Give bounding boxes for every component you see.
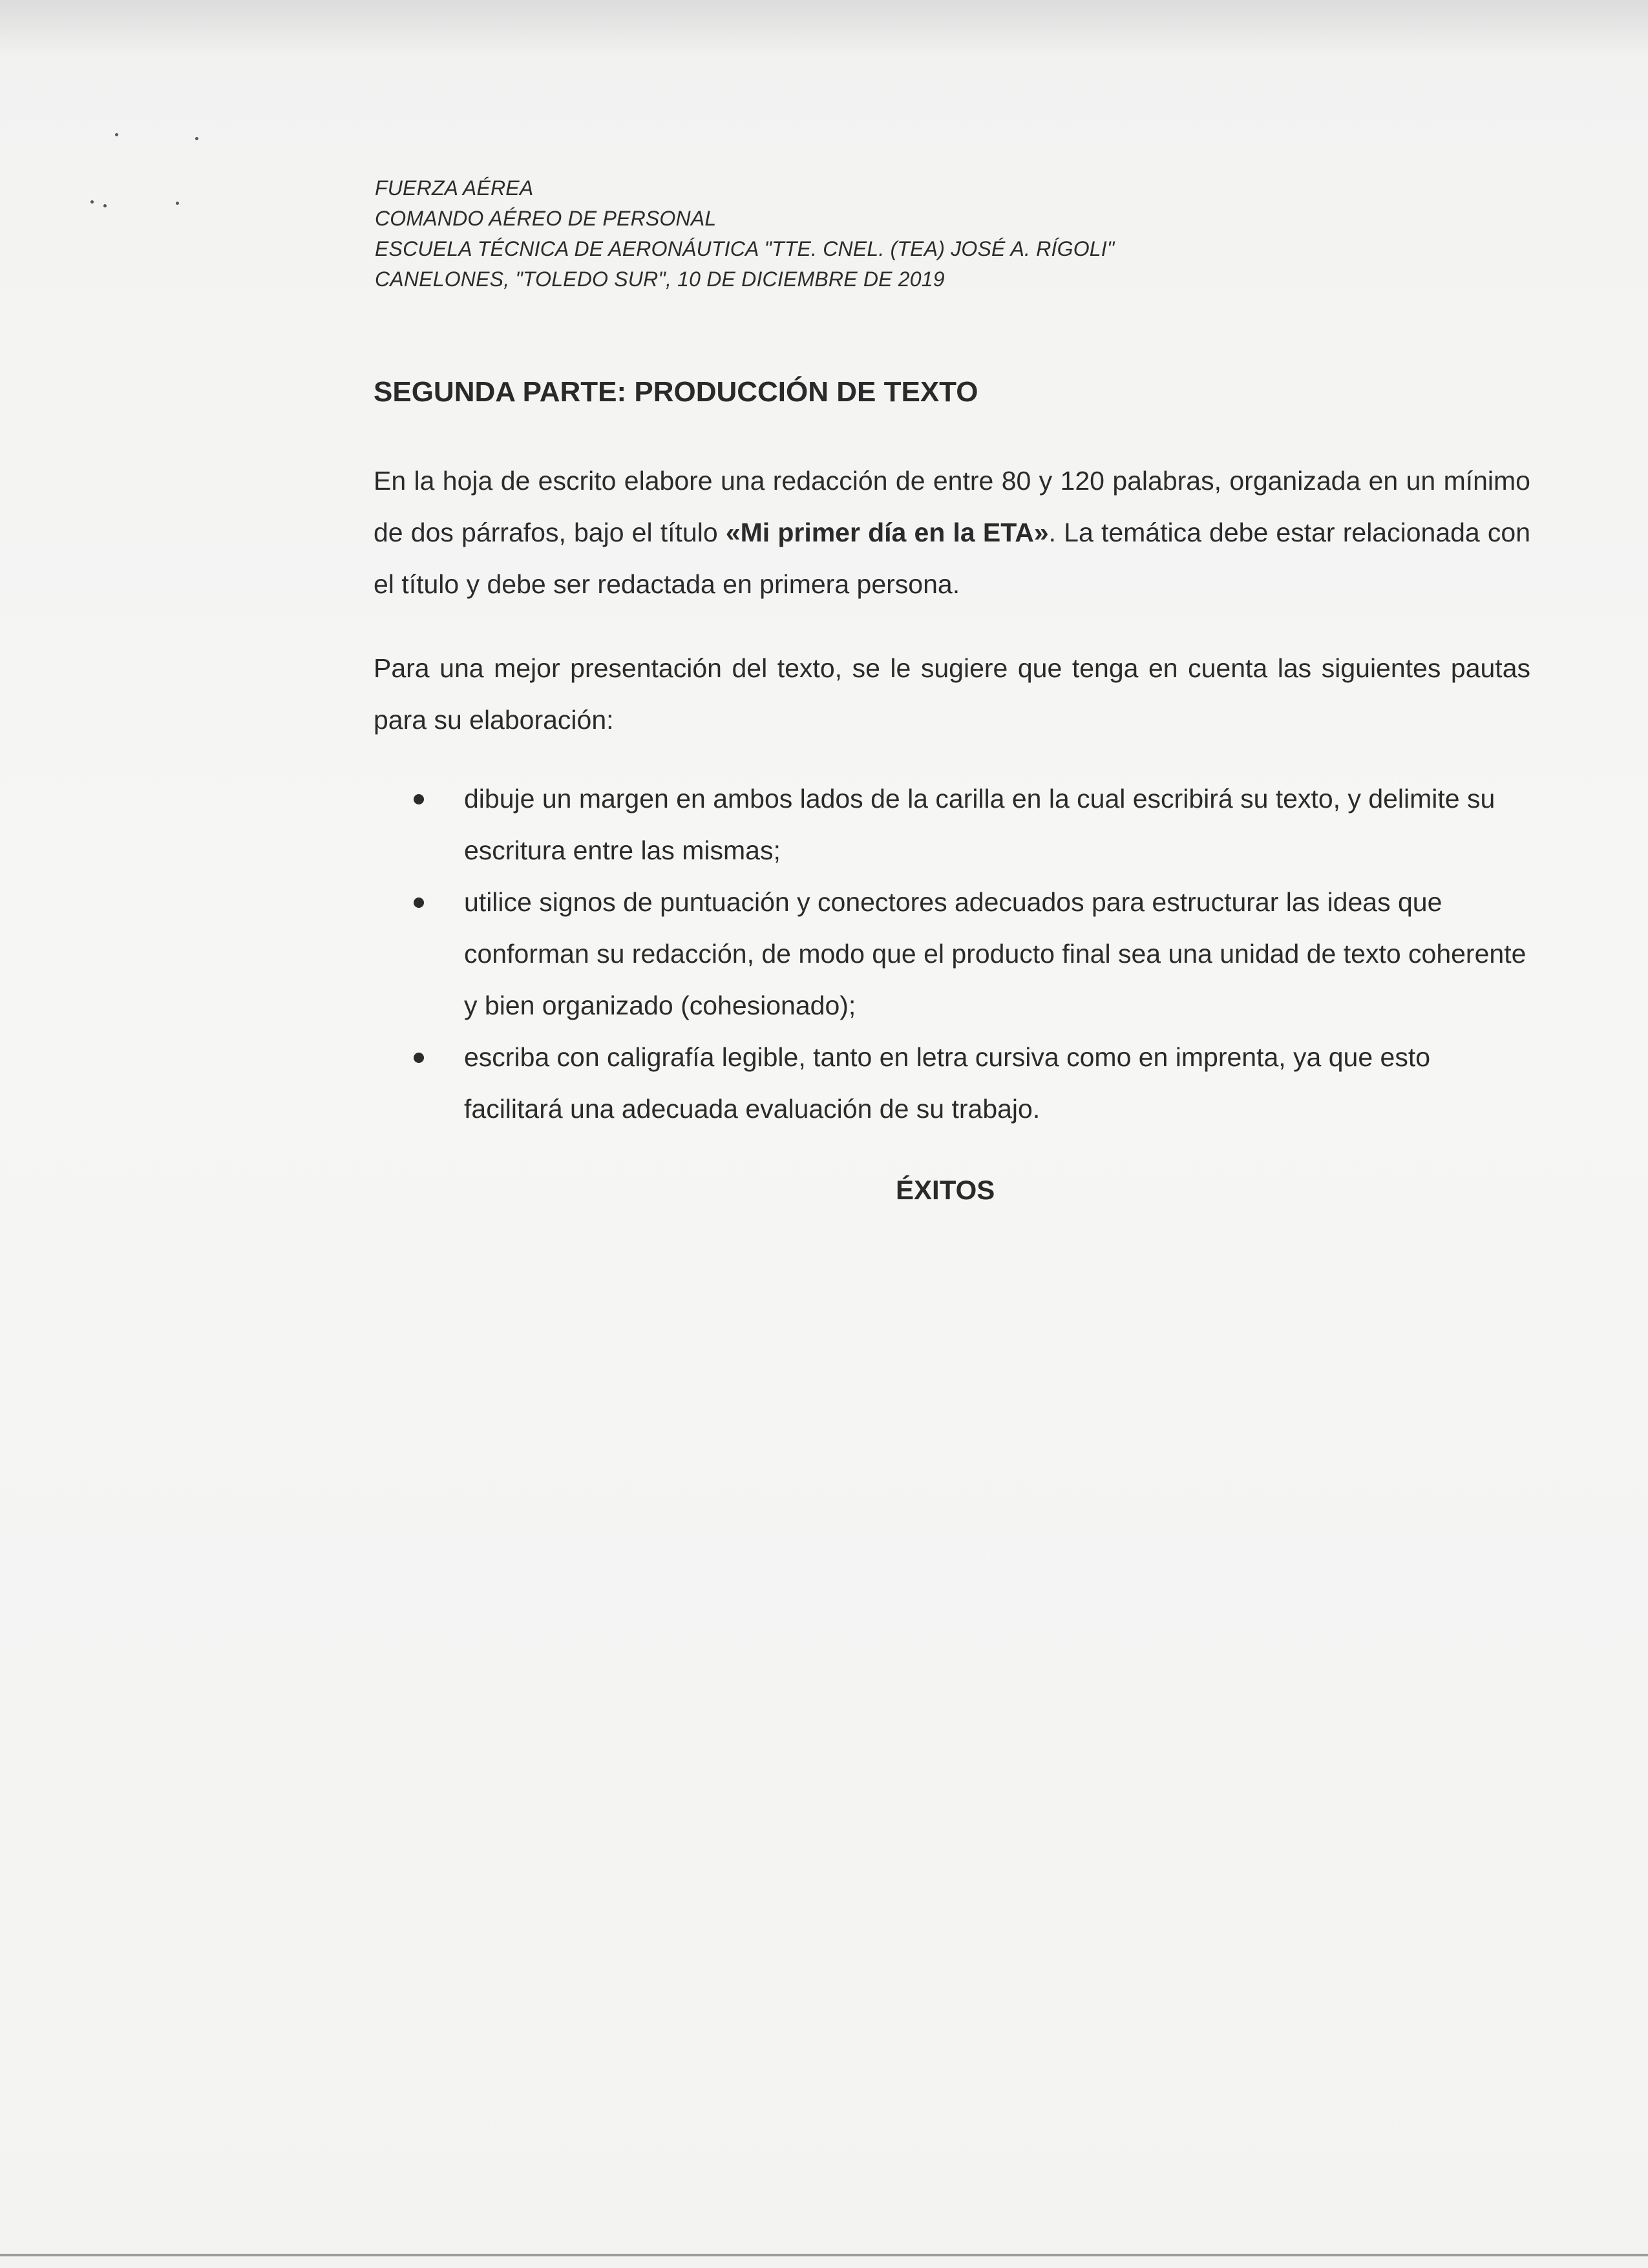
scan-speck: [103, 204, 107, 207]
scan-top-shadow: [0, 0, 1648, 58]
section-title: SEGUNDA PARTE: PRODUCCIÓN DE TEXTO: [374, 376, 978, 408]
bullet-icon: [414, 794, 424, 804]
header-line: COMANDO AÉREO DE PERSONAL: [375, 207, 717, 230]
header-line: ESCUELA TÉCNICA DE AERONÁUTICA "TTE. CNEL. (TEA) JOSÉ A. RÍGOLI": [375, 237, 1115, 260]
header-line: FUERZA AÉREA: [375, 176, 534, 200]
scan-speck: [90, 200, 94, 204]
instruction-paragraph: [374, 455, 1530, 610]
instruction-text: . La temática debe estar relacionada con el título y debe ser redactada en primera persona.: [374, 518, 1531, 599]
bullet-icon: [414, 1053, 424, 1063]
list-item: [374, 876, 1530, 1031]
guidelines-list: [374, 773, 1530, 1135]
institution-header: [375, 173, 1409, 295]
instruction-text: En la hoja de escrito elabore una redacción de entre 80 y 120 palabras, organizada en un mínimo de dos párrafos, bajo el título: [374, 466, 1530, 547]
guidelines-intro: Para una mejor presentación del texto, se le sugiere que tenga en cuenta las siguientes pautas para su elaboración:: [374, 653, 1530, 735]
header-line: CANELONES, "TOLEDO SUR", 10 DE DICIEMBRE DE 2019: [375, 268, 945, 291]
bullet-icon: [414, 898, 424, 908]
scan-speck: [195, 137, 198, 140]
list-item: [374, 773, 1530, 876]
list-item: [374, 1031, 1530, 1135]
scan-speck: [115, 133, 118, 136]
list-item-text: dibuje un margen en ambos lados de la carilla en la cual escribirá su texto, y delimite su escritura entre las mismas;: [464, 784, 1495, 865]
list-item-text: utilice signos de puntuación y conectores adecuados para estructurar las ideas que conforman su redacción, de modo que el producto final sea una unidad de texto coherente y bien organizado (cohesionado);: [464, 887, 1527, 1020]
list-item-text: escriba con caligrafía legible, tanto en letra cursiva como en imprenta, ya que esto facilitará una adecuada evaluación de su trabajo.: [464, 1042, 1431, 1124]
essay-title: «Mi primer día en la ETA»: [725, 518, 1049, 547]
scan-speck: [176, 202, 179, 205]
closing-message: ÉXITOS: [896, 1175, 995, 1205]
scan-bottom-edge: [0, 2254, 1648, 2256]
